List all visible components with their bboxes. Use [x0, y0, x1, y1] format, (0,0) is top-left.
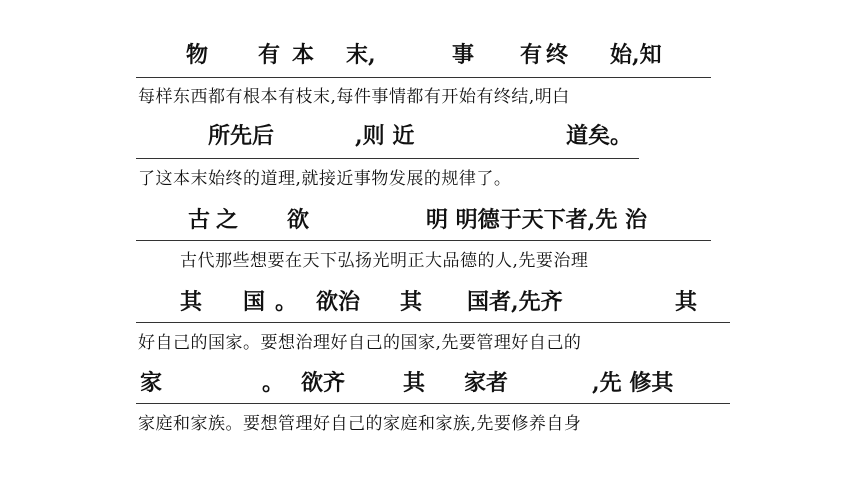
original-text-line5-seg4: 其	[403, 370, 426, 396]
original-text-line1-seg2: 有本	[258, 42, 327, 68]
translation-line5: 家庭和家族。要想管理好自己的家庭和家族,先要修养自身	[138, 414, 582, 434]
original-text-line1-seg5: 有终	[520, 42, 573, 68]
underline-rule	[136, 322, 730, 323]
original-text-line2-seg1: 所先后	[208, 123, 275, 149]
translation-line2: 了这本末始终的道理,就接近事物发展的规律了。	[138, 169, 512, 189]
original-text-line3-seg1: 古之	[188, 207, 245, 233]
original-text-line4-seg1: 其	[180, 289, 203, 315]
original-text-line2-seg3: 道矣。	[566, 123, 633, 149]
original-text-line4-seg2: 国	[243, 289, 266, 315]
original-text-line3-seg3: 明 明德于天下者,先 治	[426, 207, 647, 233]
original-text-line4-seg3: 。	[275, 289, 298, 315]
original-text-line4-seg5: 其	[400, 289, 423, 315]
underline-rule	[136, 77, 711, 78]
original-text-line5-seg5: 家者	[464, 370, 509, 396]
original-text-line1-seg4: 事	[452, 42, 475, 68]
translation-line1: 每样东西都有根本有枝末,每件事情都有开始有终结,明白	[138, 87, 570, 107]
original-text-line4-seg6: 国者,先齐	[467, 289, 563, 315]
original-text-line1-seg1: 物	[186, 42, 209, 68]
translation-line3: 古代那些想要在天下弘扬光明正大品德的人,先要治理	[180, 251, 589, 271]
original-text-line5-seg3: 欲齐	[301, 370, 346, 396]
original-text-line4-seg4: 欲治	[316, 289, 361, 315]
original-text-line3-seg2: 欲	[287, 207, 310, 233]
underline-rule	[136, 403, 730, 404]
translation-line4: 好自己的国家。要想治理好自己的国家,先要管理好自己的	[138, 333, 582, 353]
underline-rule	[136, 240, 711, 241]
original-text-line1-seg3: 末,	[346, 42, 376, 68]
original-text-line5-seg1: 家	[140, 370, 163, 396]
original-text-line5-seg6: ,先 修其	[592, 370, 674, 396]
original-text-line5-seg2: 。	[262, 370, 285, 396]
underline-rule	[136, 158, 639, 159]
original-text-line1-seg6: 始,知	[610, 42, 662, 68]
original-text-line2-seg2: ,则 近	[355, 123, 415, 149]
original-text-line4-seg7: 其	[675, 289, 698, 315]
